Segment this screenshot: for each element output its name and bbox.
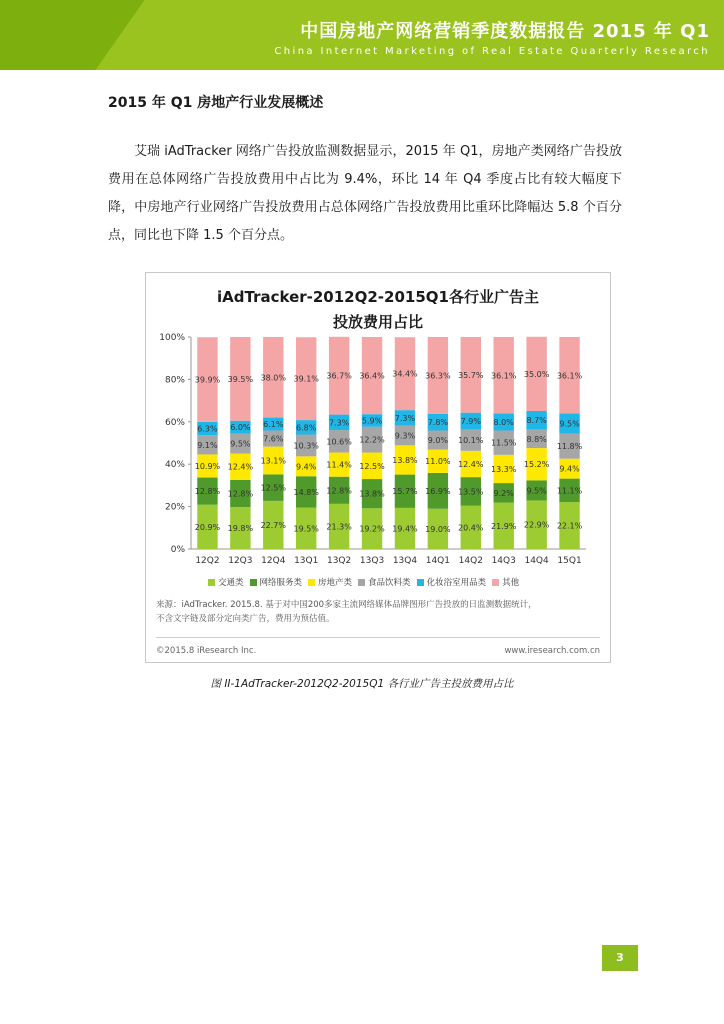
y-tick-label: 60% <box>164 417 185 428</box>
legend-label: 交通类 <box>218 578 244 588</box>
legend-label: 其他 <box>502 578 520 588</box>
data-label: 21.9% <box>490 521 517 531</box>
chart-copyright: ©2015.8 iResearch Inc. <box>156 646 257 656</box>
data-label: 9.5% <box>526 486 547 496</box>
data-label: 7.8% <box>427 418 449 428</box>
data-label: 38.0% <box>260 373 287 383</box>
legend-label: 房地产类 <box>318 578 353 588</box>
data-label: 6.8% <box>296 423 317 433</box>
y-tick-label: 20% <box>164 502 185 513</box>
data-label: 39.1% <box>293 374 319 384</box>
x-tick-label: 15Q1 <box>557 556 582 566</box>
data-label: 10.6% <box>326 437 352 447</box>
data-label: 15.7% <box>392 487 418 497</box>
data-label: 6.0% <box>230 423 251 433</box>
x-tick-label: 12Q4 <box>261 556 286 566</box>
data-label: 20.9% <box>194 522 221 532</box>
data-label: 9.5% <box>230 439 251 449</box>
legend-item <box>417 576 487 588</box>
data-label: 7.6% <box>263 434 284 444</box>
data-label: 7.9% <box>460 417 481 427</box>
data-label: 9.5% <box>559 419 580 429</box>
data-label: 19.0% <box>425 524 451 534</box>
chart-source-line2: 不含文字链及部分定向类广告，费用为预估值。 <box>156 614 335 624</box>
x-tick-label: 12Q2 <box>195 556 220 566</box>
data-label: 7.3% <box>394 413 416 423</box>
data-label: 12.4% <box>458 459 484 469</box>
report-title: 中国房地产网络营销季度数据报告 2015 年 Q1 <box>300 21 710 42</box>
legend-swatch <box>417 579 424 586</box>
y-tick-label: 100% <box>159 333 185 343</box>
data-label: 19.5% <box>293 524 319 534</box>
legend-item <box>208 576 244 588</box>
data-label: 36.1% <box>556 371 583 381</box>
legend-item <box>250 576 303 588</box>
legend-swatch <box>492 579 499 586</box>
header-decor-band <box>0 0 166 70</box>
data-label: 22.1% <box>556 521 583 531</box>
data-label: 36.7% <box>326 371 352 381</box>
chart-title-line1: iAdTracker-2012Q2-2015Q1各行业广告主 <box>217 288 539 306</box>
data-label: 5.9% <box>361 416 383 426</box>
data-label: 34.4% <box>392 369 418 379</box>
data-label: 11.0% <box>425 457 451 467</box>
data-label: 9.4% <box>296 462 317 472</box>
stacked-bar-chart <box>146 273 610 573</box>
data-label: 12.8% <box>326 486 352 496</box>
data-label: 11.1% <box>556 486 583 496</box>
data-label: 39.5% <box>227 374 254 384</box>
data-label: 13.3% <box>490 464 517 474</box>
data-label: 13.8% <box>359 489 385 499</box>
data-label: 12.8% <box>194 487 221 497</box>
data-label: 9.0% <box>427 436 449 446</box>
legend-label: 食品饮料类 <box>368 578 411 588</box>
data-label: 10.3% <box>293 441 319 451</box>
section-title: 2015 年 Q1 房地产行业发展概述 <box>108 95 324 111</box>
chart-title-line2: 投放费用占比 <box>332 313 423 331</box>
data-label: 36.4% <box>359 371 385 381</box>
legend-swatch <box>208 579 215 586</box>
data-label: 7.3% <box>328 418 350 428</box>
data-label: 36.1% <box>490 371 517 381</box>
data-label: 22.7% <box>260 520 287 530</box>
legend-swatch <box>358 579 365 586</box>
chart-legend <box>208 576 525 588</box>
data-label: 6.3% <box>197 424 218 434</box>
y-tick-label: 0% <box>170 545 185 555</box>
chart-footer-divider <box>156 637 600 638</box>
data-label: 22.9% <box>523 520 550 530</box>
data-label: 19.2% <box>359 524 385 534</box>
data-label: 35.7% <box>458 370 484 380</box>
y-tick-label: 80% <box>164 375 185 386</box>
legend-item <box>358 576 411 588</box>
data-label: 12.2% <box>359 435 385 445</box>
legend-swatch <box>308 579 315 586</box>
x-tick-label: 14Q1 <box>425 556 451 566</box>
body-paragraph: 艾瑞 iAdTracker 网络广告投放监测数据显示，2015 年 Q1，房地产类网络广告投放费用在总体网络广告投放费用中占比为 9.4%，环比 14 年 Q4 季度占比有较大幅度下降，中房地产行业网络广告投放费用占总体网络广告投放费用比重环比降幅达 5.8 个百分点，同比也下降 1.5 个百分点。 <box>108 144 622 243</box>
legend-label: 网络服务类 <box>259 578 303 588</box>
data-label: 8.7% <box>526 416 547 426</box>
data-label: 13.5% <box>458 487 484 497</box>
data-label: 21.3% <box>326 522 352 532</box>
data-label: 19.4% <box>392 524 418 534</box>
data-label: 13.8% <box>392 455 418 465</box>
figure-caption: 图 II-1AdTracker-2012Q2-2015Q1 各行业广告主投放费用占比 <box>210 678 514 690</box>
data-label: 13.1% <box>260 456 287 466</box>
y-tick-label: 40% <box>164 460 185 471</box>
data-label: 20.4% <box>458 523 484 533</box>
legend-item <box>308 576 352 588</box>
page-number: 3 <box>602 945 638 971</box>
data-label: 9.3% <box>394 431 416 441</box>
data-label: 8.0% <box>493 418 514 428</box>
data-label: 35.0% <box>523 369 550 379</box>
data-label: 19.8% <box>227 524 254 534</box>
x-tick-label: 13Q1 <box>294 556 319 566</box>
data-label: 9.2% <box>493 488 514 498</box>
data-label: 36.3% <box>425 371 451 381</box>
legend-swatch <box>250 579 257 586</box>
data-label: 10.1% <box>458 436 484 446</box>
legend-item <box>492 576 519 588</box>
chart-website: www.iresearch.com.cn <box>504 646 600 656</box>
chart-source-line1: 来源：iAdTracker. 2015.8. 基于对中国200多家主流网络媒体品牌图形广告投放的日监测数据统计， <box>156 600 537 610</box>
data-label: 9.1% <box>197 440 218 450</box>
data-label: 9.4% <box>559 464 580 474</box>
x-tick-label: 12Q3 <box>228 556 253 566</box>
chart-container <box>145 272 611 663</box>
x-tick-label: 14Q4 <box>524 556 549 566</box>
report-subtitle: China Internet Marketing of Real Estate Quarterly Research <box>274 46 710 57</box>
x-tick-label: 13Q2 <box>326 556 352 566</box>
x-tick-label: 13Q3 <box>359 556 385 566</box>
data-label: 12.8% <box>227 489 254 499</box>
data-label: 10.9% <box>194 462 221 472</box>
data-label: 8.8% <box>526 434 547 444</box>
x-tick-label: 14Q2 <box>458 556 483 566</box>
data-label: 11.5% <box>490 438 517 448</box>
data-label: 6.1% <box>263 420 284 430</box>
data-label: 11.8% <box>556 442 583 452</box>
data-label: 16.9% <box>425 486 451 496</box>
x-tick-label: 14Q3 <box>491 556 516 566</box>
data-label: 11.4% <box>326 460 352 470</box>
data-label: 12.5% <box>260 483 287 493</box>
data-label: 39.9% <box>194 375 221 385</box>
report-header <box>0 0 724 70</box>
legend-label: 化妆浴室用品类 <box>426 578 487 588</box>
data-label: 12.4% <box>227 462 254 472</box>
x-tick-label: 13Q4 <box>392 556 418 566</box>
data-label: 15.2% <box>523 460 550 470</box>
data-label: 12.5% <box>359 461 385 471</box>
data-label: 14.8% <box>293 487 319 497</box>
